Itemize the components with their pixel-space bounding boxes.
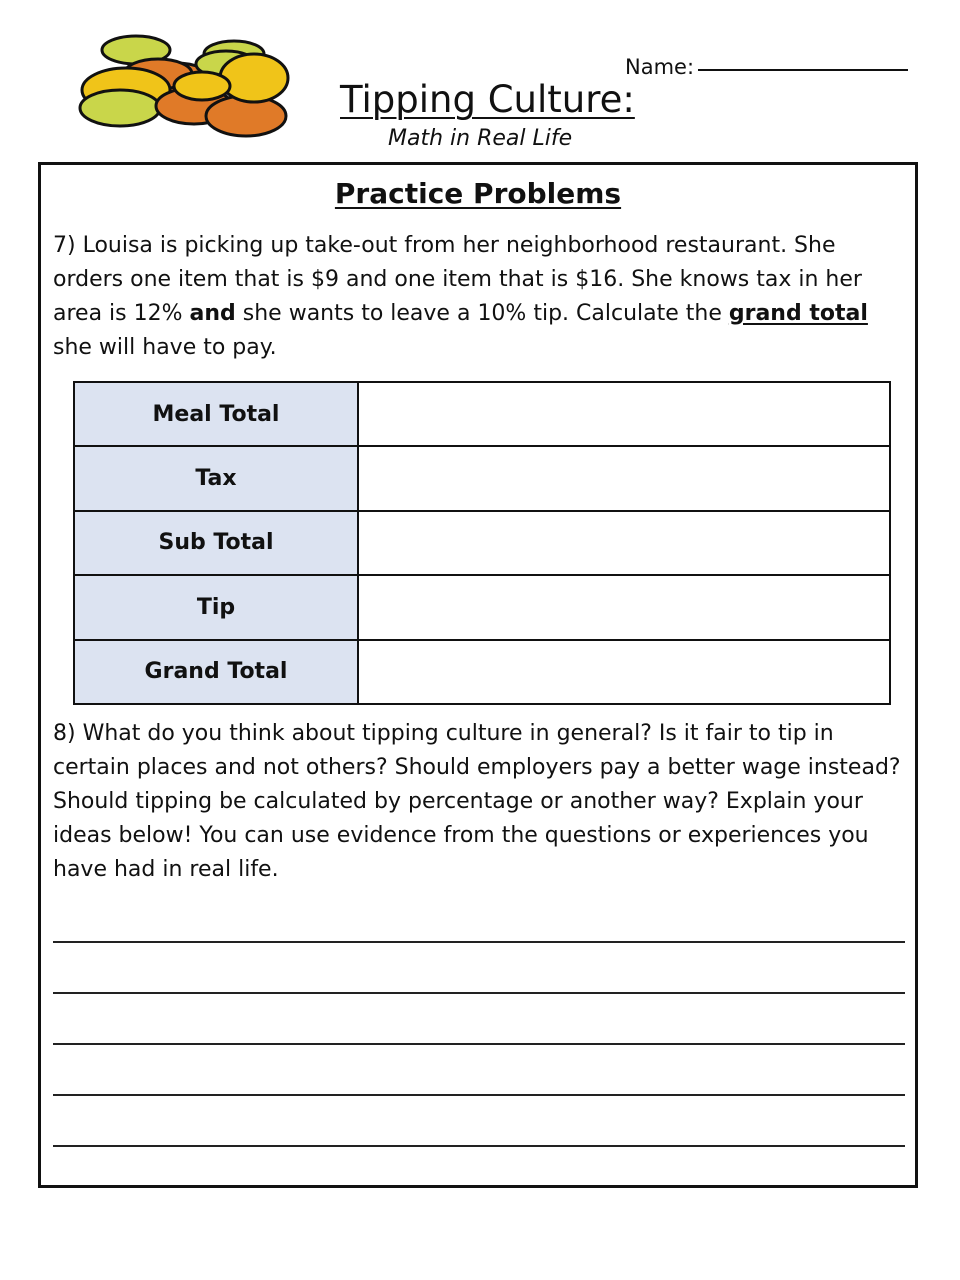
q7-text-part3: she will have to pay. [53,335,277,360]
answer-line[interactable] [53,941,905,943]
answer-line[interactable] [53,1043,905,1045]
row-label-tax: Tax [74,446,358,510]
answer-line[interactable] [53,1145,905,1147]
name-blank[interactable] [698,69,908,71]
practice-panel [38,162,918,1188]
table-row [74,640,890,704]
name-field[interactable] [625,55,908,79]
table-row [74,446,890,510]
calculation-table [73,381,891,705]
answer-line[interactable] [53,1094,905,1096]
answer-cell-meal-total[interactable] [358,382,890,446]
row-label-sub-total: Sub Total [74,511,358,575]
answer-cell-tax[interactable] [358,446,890,510]
coins-icon [76,28,292,140]
section-title: Practice Problems [334,177,622,210]
answer-line[interactable] [53,992,905,994]
row-label-meal-total: Meal Total [74,382,358,446]
q7-emphasis: and [189,301,236,326]
row-label-grand-total: Grand Total [74,640,358,704]
question-7 [53,229,903,365]
question-8: 8) What do you think about tipping culture in general? Is it fair to tip in certain places and not others? Should employers pay a better wage instead? Should tipping be calculated by percentage or another way? Explain your ideas below! You can use evidence from the questions or experiences you have had in real life. [53,721,901,882]
q7-text-part1: 7) Louisa is picking up take-out from her neighborhood restaurant. She orders one item that is $9 and one item that is $16. She knows tax in her area is 12% [53,233,862,326]
answer-cell-sub-total[interactable] [358,511,890,575]
answer-cell-grand-total[interactable] [358,640,890,704]
answer-cell-tip[interactable] [358,575,890,639]
table-row [74,511,890,575]
q7-text-part2: she wants to leave a 10% tip. Calculate the [235,301,729,326]
table-row [74,382,890,446]
row-label-tip: Tip [74,575,358,639]
page-title: Tipping Culture: [340,78,635,121]
name-label: Name: [625,55,695,79]
q7-emphasis-underlined: grand total [728,301,868,326]
table-row [74,575,890,639]
page-subtitle: Math in Real Life [388,126,573,151]
